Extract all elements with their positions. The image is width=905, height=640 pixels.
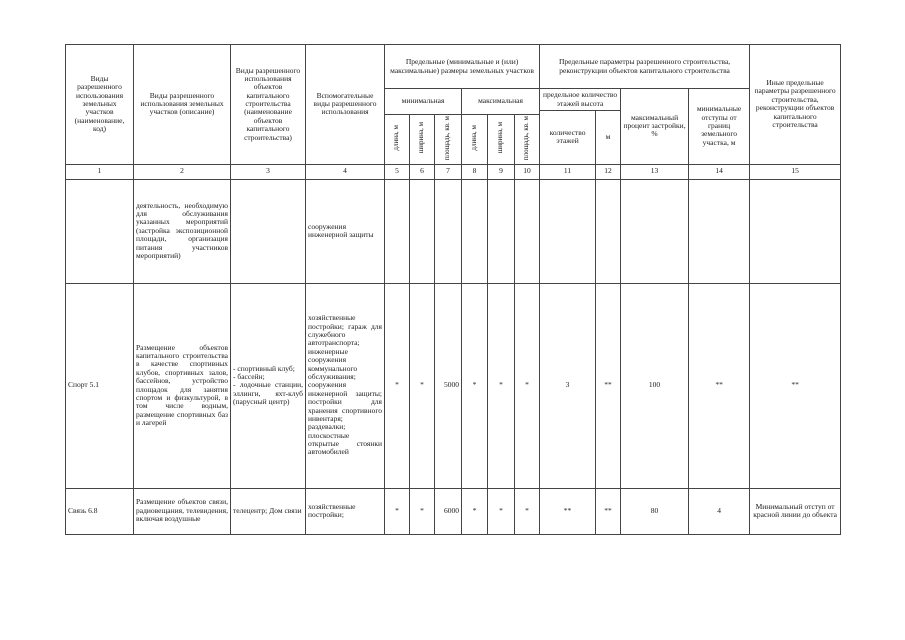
cell-max-area: [515, 179, 540, 283]
table-row: [66, 488, 841, 534]
cell-max-area: *: [515, 283, 540, 488]
col-number: 6: [410, 164, 435, 179]
cell-max-length: [462, 179, 488, 283]
col-number: 7: [435, 164, 462, 179]
cell-min-length: *: [385, 283, 410, 488]
cell-max-length: *: [462, 283, 488, 488]
cell-max-area: *: [515, 488, 540, 534]
cell-capital-objects: [231, 179, 306, 283]
cell-coverage: [621, 179, 689, 283]
cell-use-description: Размещение объектов капитального строительства в качестве спортивных клубов, спортивных залов, бассейнов, устройство площадок для занятия спортом и физкультурой, в том числе водным, размещение спортивных баз и лагерей: [134, 283, 231, 488]
column-number-row: [66, 164, 841, 179]
header-construction-limits: Предельные параметры разрешенного строительства, реконструкции объектов капитального строительства: [540, 45, 750, 89]
header-maximum: максимальная: [462, 89, 540, 115]
col-number: 9: [488, 164, 515, 179]
header-min-width: [410, 115, 435, 165]
header-other-parameters: Иные предельные параметры разрешенного строительства, реконструкции объектов капитального строительства: [750, 45, 841, 165]
header-min-width-text: ширина, м: [417, 122, 426, 154]
cell-min-area: 5000: [435, 283, 462, 488]
cell-height: [596, 179, 621, 283]
cell-use-description: деятельность, необходимую для обслуживания указанных мероприятий (застройка экспозиционной площади, организация питания участников мероприятий): [134, 179, 231, 283]
cell-setback: **: [689, 283, 750, 488]
table-row: [66, 283, 841, 488]
header-max-area: [515, 115, 540, 165]
cell-floors: [540, 179, 596, 283]
col-number: 5: [385, 164, 410, 179]
cell-max-length: *: [462, 488, 488, 534]
header-min-length-text: длина, м: [392, 125, 401, 151]
cell-height: **: [596, 488, 621, 534]
cell-other: **: [750, 283, 841, 488]
cell-capital-objects: - спортивный клуб; - бассейн; - лодочные станции, эллинги, яхт-клуб (парусный центр): [231, 283, 306, 488]
cell-setback: 4: [689, 488, 750, 534]
cell-max-width: *: [488, 488, 515, 534]
cell-auxiliary-uses: хозяйственные постройки; гараж для служебного автотранспорта; инженерные сооружения коммунального обслуживания; сооружения инженерной защиты; постройки для хранения спортивного инвентаря; раздевалки; плоскостные открытые стоянки автомобилей: [306, 283, 385, 488]
cell-min-area: [435, 179, 462, 283]
header-max-length-text: длина, м: [469, 125, 478, 151]
cell-auxiliary-uses: хозяйственные постройки;: [306, 488, 385, 534]
header-max-width: [488, 115, 515, 165]
zoning-parameters-table: [65, 44, 841, 535]
cell-min-width: [410, 179, 435, 283]
col-number: 12: [596, 164, 621, 179]
col-number: 3: [231, 164, 306, 179]
col-number: 1: [66, 164, 134, 179]
cell-min-width: *: [410, 283, 435, 488]
header-floors-count: количество этажей: [540, 111, 596, 165]
cell-min-width: *: [410, 488, 435, 534]
header-permitted-use-code: Виды разрешенного использования земельных участков (наименование, код): [66, 45, 134, 165]
header-minimum: минимальная: [385, 89, 462, 115]
cell-min-area: 6000: [435, 488, 462, 534]
col-number: 13: [621, 164, 689, 179]
col-number: 10: [515, 164, 540, 179]
cell-min-length: *: [385, 488, 410, 534]
cell-height: **: [596, 283, 621, 488]
header-max-width-text: ширина, м: [496, 122, 505, 154]
col-number: 15: [750, 164, 841, 179]
header-max-area-text: площадь, кв. м: [522, 116, 531, 161]
header-max-coverage: максимальный процент застройки, %: [621, 89, 689, 165]
cell-other: Минимальный отступ от красной линии до объекта: [750, 488, 841, 534]
cell-use-code: Спорт 5.1: [66, 283, 134, 488]
cell-use-description: Размещение объектов связи, радиовещания, телевидения, включая воздушные: [134, 488, 231, 534]
header-min-length: [385, 115, 410, 165]
cell-capital-objects: телецентр; Дом связи: [231, 488, 306, 534]
cell-other: [750, 179, 841, 283]
header-min-area: [435, 115, 462, 165]
cell-auxiliary-uses: сооружения инженерной защиты: [306, 179, 385, 283]
cell-coverage: 80: [621, 488, 689, 534]
header-plot-size-limits: Предельные (минимальные и (или) максимальные) размеры земельных участков: [385, 45, 540, 89]
table-row: [66, 179, 841, 283]
col-number: 8: [462, 164, 488, 179]
header-floors-height: предельное количество этажей высота: [540, 89, 621, 111]
cell-setback: [689, 179, 750, 283]
col-number: 2: [134, 164, 231, 179]
header-height-m: м: [596, 111, 621, 165]
cell-min-length: [385, 179, 410, 283]
header-auxiliary-uses: Вспомогательные виды разрешенного использования: [306, 45, 385, 165]
cell-max-width: [488, 179, 515, 283]
cell-use-code: Связь 6.8: [66, 488, 134, 534]
col-number: 11: [540, 164, 596, 179]
cell-use-code: [66, 179, 134, 283]
cell-coverage: 100: [621, 283, 689, 488]
header-max-length: [462, 115, 488, 165]
header-min-setback: минимальные отступы от границ земельного участка, м: [689, 89, 750, 165]
header-capital-objects: Виды разрешенного использования объектов капитального строительства (наименование объектов капитального строительства): [231, 45, 306, 165]
header-min-area-text: площадь, кв. м: [443, 116, 452, 161]
col-number: 4: [306, 164, 385, 179]
header-permitted-use-description: Виды разрешенного использования земельных участков (описание): [134, 45, 231, 165]
cell-floors: **: [540, 488, 596, 534]
cell-floors: 3: [540, 283, 596, 488]
col-number: 14: [689, 164, 750, 179]
cell-max-width: *: [488, 283, 515, 488]
